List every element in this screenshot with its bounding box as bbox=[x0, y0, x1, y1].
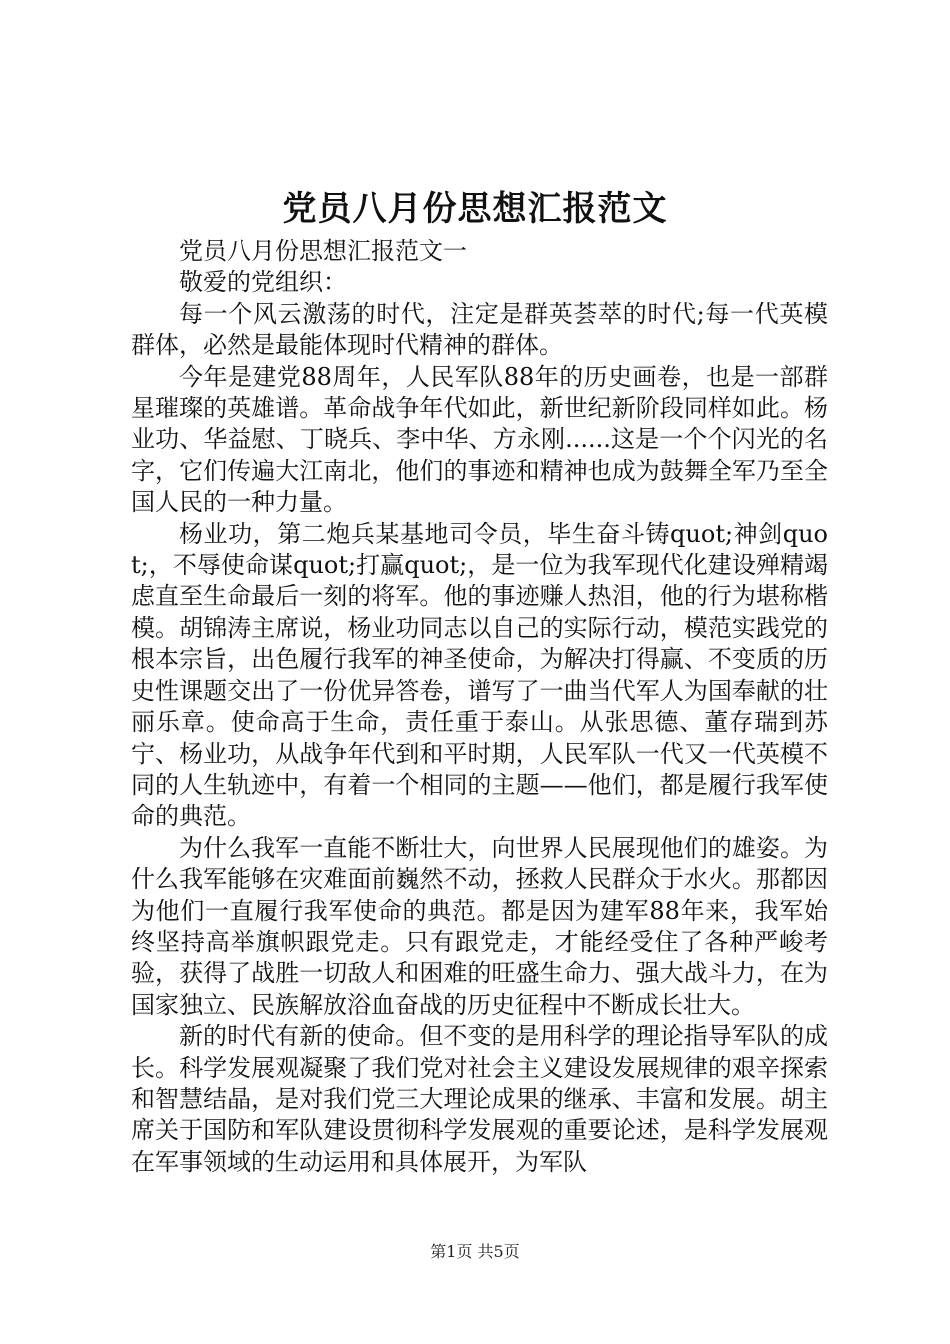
document-subtitle: 党员八月份思想汇报范文一 bbox=[179, 237, 467, 265]
document-title: 党员八月份思想汇报范文 bbox=[282, 189, 668, 229]
paragraph: 杨业功，第二炮兵某基地司令员，毕生奋斗铸quot;神剑quot;，不辱使命谋quot;打赢quot;，是一位为我军现代化建设殚精竭虑直至生命最后一刻的将军。他的事迹赚人热泪，他的行为堪称楷模。胡锦涛主席说，杨业功同志以自己的实际行动，模范实践党的根本宗旨，出色履行我军的神圣使命，为解决打得赢、不变质的历史性课题交出了一份优异答卷，谱写了一曲当代军人为国奉献的壮丽乐章。使命高于生命，责任重于泰山。从张思德、董存瑞到苏宁、杨业功，从战争年代到和平时期，人民军队一代又一代英模不同的人生轨迹中，有着一个相同的主题——他们，都是履行我军使命的典范。 bbox=[131, 519, 828, 831]
document-body bbox=[131, 236, 828, 1178]
paragraph: 今年是建党88周年，人民军队88年的历史画卷，也是一部群星璀璨的英雄谱。革命战争年代如此，新世纪新阶段同样如此。杨业功、华益慰、丁晓兵、李中华、方永刚......这是一个个闪光的名字，它们传遍大江南北，他们的事迹和精神也成为鼓舞全军乃至全国人民的一种力量。 bbox=[131, 362, 828, 517]
salutation: 敬爱的党组织： bbox=[179, 268, 347, 297]
paragraph: 每一个风云激荡的时代，注定是群英荟萃的时代;每一代英模群体，必然是最能体现时代精神的群体。 bbox=[131, 299, 828, 360]
page-footer: 第1页 共5页 bbox=[430, 1242, 520, 1261]
paragraph: 为什么我军一直能不断壮大，向世界人民展现他们的雄姿。为什么我军能够在灾难面前巍然不动，拯救人民群众于水火。那都因为他们一直履行我军使命的典范。都是因为建军88年来，我军始终坚持高举旗帜跟党走。只有跟党走，才能经受住了各种严峻考验，获得了战胜一切敌人和困难的旺盛生命力、强大战斗力，在为国家独立、民族解放浴血奋战的历史征程中不断成长壮大。 bbox=[131, 833, 828, 1019]
paragraph: 新的时代有新的使命。但不变的是用科学的理论指导军队的成长。科学发展观凝聚了我们党对社会主义建设发展规律的艰辛探索和智慧结晶，是对我们党三大理论成果的继承、丰富和发展。胡主席关于国防和军队建设贯彻科学发展观的重要论述，是科学发展观在军事领域的生动运用和具体展开，为军队 bbox=[131, 1022, 828, 1176]
